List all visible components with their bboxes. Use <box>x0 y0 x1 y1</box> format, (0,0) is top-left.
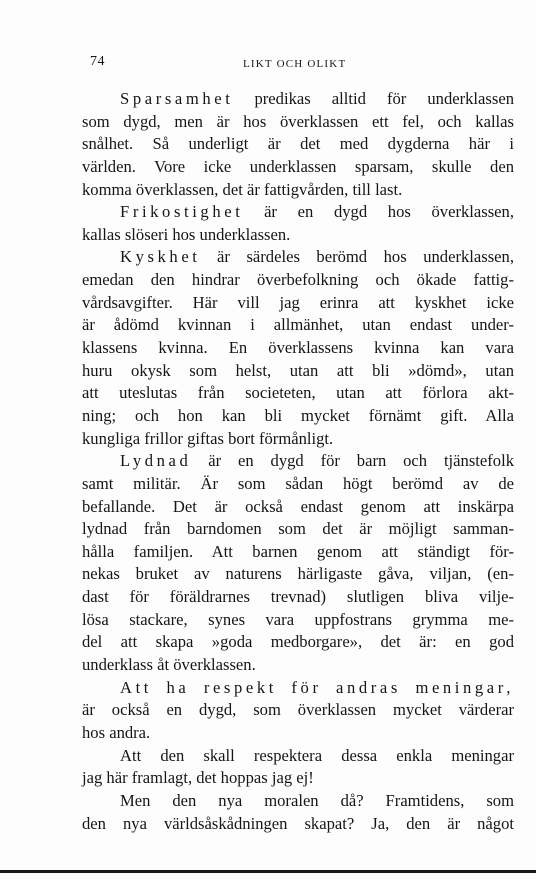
spaced-term: Att ha respekt för andras meningar, <box>120 677 514 697</box>
text-line: huru okysk som helst, utan att bli »dömd», utan <box>82 360 514 380</box>
line-text: predikas alltid för underklassen <box>233 89 514 108</box>
line-text: är särdeles berömd hos underklassen, <box>200 247 514 267</box>
text-line: är ådömd kvinnan i allmänhet, utan endast under- <box>82 315 514 335</box>
running-head: LIKT OCH OLIKT <box>243 58 347 70</box>
text-line <box>82 246 514 269</box>
text-line: kungliga frillor giftas bort förmånligt. <box>82 428 334 448</box>
text-line: underklass åt överklassen. <box>82 655 256 675</box>
text-line: emedan den hindrar överbefolkning och ökade fattig- <box>82 270 514 290</box>
text-line <box>82 201 514 224</box>
spaced-term: Lydnad <box>120 451 192 471</box>
text-line: del att skapa »goda medborgare», det är: en god <box>82 632 514 652</box>
text-line: klassens kvinna. En överklassens kvinna kan vara <box>82 338 514 358</box>
text-line <box>82 450 514 473</box>
text-line: världen. Vore icke underklassen sparsam, skulle den <box>82 156 514 176</box>
text-line: hålla familjen. Att barnen genom att ständigt för- <box>82 541 514 561</box>
text-line: är också en dygd, som överklassen mycket värderar <box>82 700 514 720</box>
spaced-term: Frikostighet <box>120 202 244 222</box>
body-text <box>82 88 514 835</box>
text-line: vårdsavgifter. Här vill jag erinra att kyskhet icke <box>82 292 514 312</box>
line-text: är en dygd för barn och tjänstefolk <box>191 451 514 471</box>
text-line: samt militär. Är som sådan högt berömd av de <box>82 473 514 493</box>
text-line: dast för föräldrarnes trevnad) slutligen bliva vilje- <box>82 587 514 607</box>
text-line: lydnad från barndomen som det är möjligt samman- <box>82 519 514 539</box>
text-line <box>82 88 514 111</box>
page-bottom-rule <box>0 870 536 873</box>
spaced-term: Kyskhet <box>120 247 201 267</box>
text-line: nekas bruket av naturens härligaste gåva, viljan, (en- <box>82 564 514 584</box>
text-line: snålhet. Så underligt är det med dygderna här i <box>82 134 514 154</box>
text-line: hos andra. <box>82 722 151 742</box>
page-number: 74 <box>90 54 105 69</box>
text-line: kallas slöseri hos underklassen. <box>82 224 291 244</box>
text-line: jag här framlagt, det hoppas jag ej! <box>82 768 314 788</box>
line-text: är en dygd hos överklassen, <box>243 202 514 222</box>
text-line: befallande. Det är också endast genom att inskärpa <box>82 496 514 516</box>
text-line: lösa stackare, synes vara uppfostrans grymma me- <box>82 609 514 629</box>
text-line: komma överklassen, det är fattigvården, till last. <box>82 179 403 199</box>
text-line <box>82 677 514 700</box>
text-line: Att den skall respektera dessa enkla meningar <box>120 745 514 765</box>
text-line: som dygd, men är hos överklassen ett fel, och kallas <box>82 111 514 131</box>
text-line: den nya världsåskådningen skapat? Ja, den är något <box>82 813 514 833</box>
text-line: ning; och hon kan bli mycket förnämt gift. Alla <box>82 405 514 425</box>
text-line: att uteslutas från societeten, utan att förlora akt- <box>82 383 514 403</box>
text-line: Men den nya moralen då? Framtidens, som <box>120 790 514 810</box>
spaced-term: Sparsamhet <box>120 89 234 108</box>
